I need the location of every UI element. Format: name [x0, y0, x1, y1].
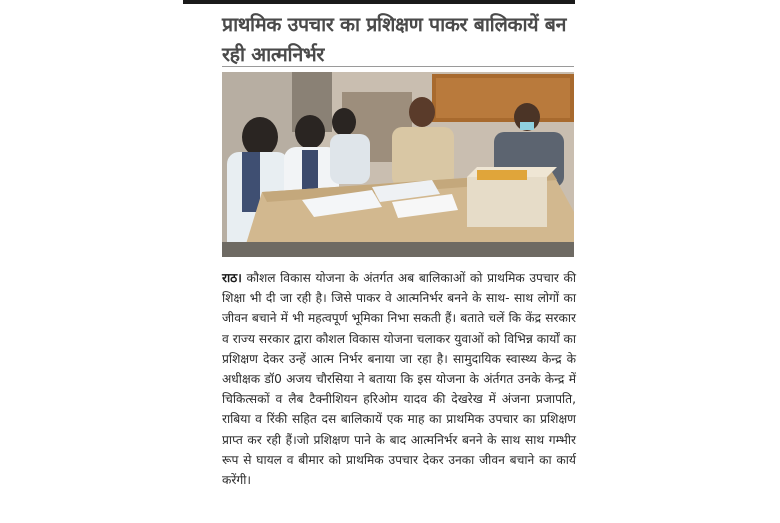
top-border — [183, 0, 575, 4]
news-photo — [222, 72, 574, 257]
headline: प्राथमिक उपचार का प्रशिक्षण पाकर बालिकायें बन रही आत्मनिर्भर — [222, 13, 567, 66]
body-text: कौशल विकास योजना के अंतर्गत अब बालिकाओं को प्राथमिक उपचार की शिक्षा भी दी जा रही है। जिसे पाकर वे आत्मनिर्भर बनने के साथ- साथ लोगों का जीवन बचाने में भी महत्वपूर्ण भूमिका निभा सकती हैं। बताते चलें कि केंद्र सरकार व राज्य सरकार द्वारा कौशल विकास योजना चलाकर युवाओं को विभिन्न कार्यों का प्रशिक्षण देकर उन्हें आत्म निर्भर बनाया जा रहा है। सामुदायिक स्वास्थ्य केन्द्र के अधीक्षक डॉ0 अजय चौरसिया ने बताया कि इस योजना के अंर्तगत उनके केन्द्र में चिकित्सकों व लैब टैक्नीशियन हरिओम यादव की देखरेख में अंजना प्रजापति, राबिया व रिंकी सहित दस बालिकायें एक माह का प्राथमिक उपचार का प्रशिक्षण प्राप्त कर रही हैं।जो प्रशिक्षण पाने के बाद आत्मनिर्भर बनने के साथ साथ गम्भीर रूप से घायल व बीमार को प्राथमिक उपचार देकर उनका जीवन बचाने का कार्य करेंगी। — [222, 271, 576, 488]
dateline: राठ। — [222, 271, 242, 285]
article-body — [222, 268, 576, 490]
headline-rule — [222, 66, 574, 67]
